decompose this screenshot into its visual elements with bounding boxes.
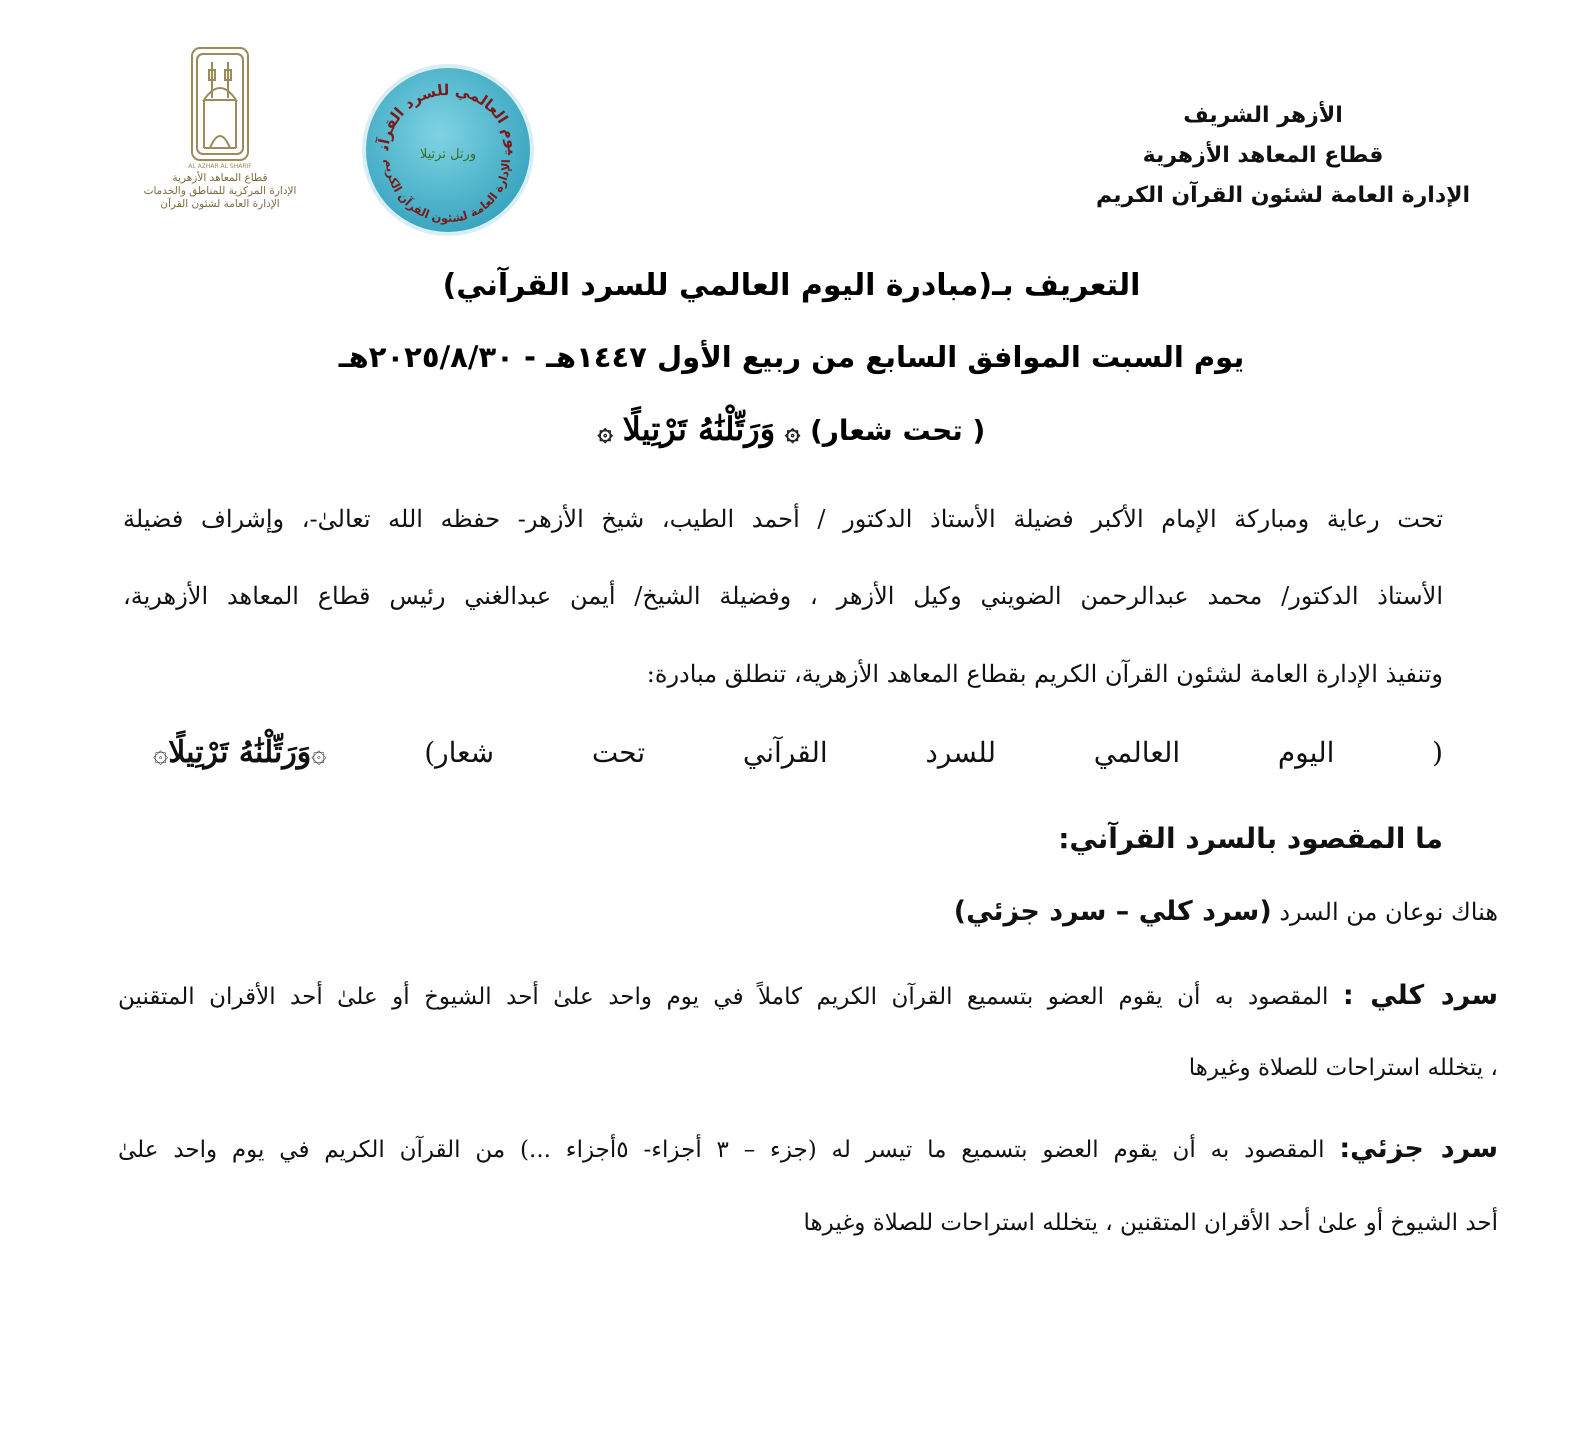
logo-center-verse: ورتل ترتيلا [419, 147, 477, 162]
document-title: التعريف بـ(مبادرة اليوم العالمي للسرد القرآني) [442, 268, 1141, 303]
types-bold: (سرد كلي – سرد جزئي) [953, 896, 1272, 927]
slogan-word: شعار) [424, 736, 495, 769]
slogan-word: القرآني [742, 736, 828, 769]
slogan-prefix: ( تحت شعار) [809, 414, 986, 447]
initiative-slogan [153, 735, 1443, 770]
body-line-2: الأستاذ الدكتور/ محمد عبدالرحمن الضويني وكيل الأزهر ، وفضيلة الشيخ/ أيمن عبدالغني رئيس قطاع المعاهد الأزهرية، [123, 582, 1443, 610]
azhar-caption-2: الإدارة المركزية للمناطق والخدمات [143, 185, 297, 197]
slogan-word: اليوم [1277, 736, 1335, 769]
initiative-logo [358, 60, 538, 240]
full-recitation-line-2: ، يتخلله استراحات للصلاة وغيرها [1188, 1055, 1498, 1081]
slogan-word: تحت [591, 736, 646, 769]
slogan-verse-inline: وَرَتِّلْنَٰهُ تَرْتِيلًا [168, 735, 312, 770]
document-date: يوم السبت الموافق السابع من ربيع الأول ١٤٤٧هـ - ٢٠٢٥/٨/٣٠هـ [338, 340, 1245, 374]
types-intro: هناك نوعان من السرد [1279, 898, 1498, 926]
azhar-mosque-icon [140, 40, 300, 170]
azhar-latin: AL AZHAR AL SHARIF [188, 163, 252, 170]
header-block [1083, 96, 1471, 216]
header-line-sector: قطاع المعاهد الأزهرية [1142, 143, 1384, 168]
azhar-emblem [140, 40, 300, 220]
logo-arc-top: يوم العالمي للسرد القرآن [374, 80, 523, 156]
partial-recitation-label: سرد جزئي: [1339, 1133, 1498, 1164]
partial-recitation-line-2: أحد الشيوخ أو علىٰ أحد الأقران المتقنين ، يتخلله استراحات للصلاة وغيرها [803, 1210, 1498, 1236]
types-line [954, 896, 1498, 927]
slogan-word: ( [1432, 736, 1443, 769]
partial-recitation-text: المقصود به أن يقوم العضو بتسميع ما تيسر له (جزء – ٣ أجزاء- ٥أجزاء ...) من القرآن الكريم في يوم واحد علىٰ [118, 1137, 1325, 1163]
initiative-logo-graphic [358, 60, 538, 240]
slogan-line [0, 410, 1583, 448]
slogan-verse: وَرَتِّلْنَٰهُ تَرْتِيلًا [622, 410, 776, 448]
header-line-azhar: الأزهر الشريف [1183, 103, 1343, 128]
partial-recitation-line-1 [118, 1133, 1498, 1164]
full-recitation-line-1 [118, 980, 1498, 1011]
full-recitation-text: المقصود به أن يقوم العضو بتسميع القرآن الكريم كاملاً في يوم واحد علىٰ أحد الشيوخ أو علىٰ أحد الأقران المتقنين [118, 984, 1329, 1010]
ornament-icon: ۞ [784, 417, 801, 447]
section-heading: ما المقصود بالسرد القرآني: [1058, 822, 1443, 855]
azhar-caption-1: قطاع المعاهد الأزهرية [172, 172, 268, 184]
header-line-department: الإدارة العامة لشئون القرآن الكريم [1095, 183, 1471, 208]
ornament-icon: ۞ [597, 417, 613, 447]
slogan-word: للسرد [925, 736, 997, 769]
body-line-3: وتنفيذ الإدارة العامة لشئون القرآن الكريم بقطاع المعاهد الأزهرية، تنطلق مبادرة: [646, 660, 1443, 688]
ornament-icon: ۞ [153, 739, 169, 769]
logo-arc-bottom: الإدارة العامة لشئون القرآن الكريم [382, 158, 514, 226]
body-line-1: تحت رعاية ومباركة الإمام الأكبر فضيلة الأستاذ الدكتور / أحمد الطيب، شيخ الأزهر- حفظه الله تعالىٰ-، وإشراف فضيلة [123, 505, 1443, 533]
slogan-word: العالمي [1093, 736, 1181, 769]
azhar-caption-3: الإدارة العامة لشئون القرآن [160, 198, 280, 210]
slogan-verse-block [153, 735, 327, 770]
ornament-icon: ۞ [311, 739, 327, 769]
full-recitation-label: سرد كلي : [1342, 980, 1498, 1011]
